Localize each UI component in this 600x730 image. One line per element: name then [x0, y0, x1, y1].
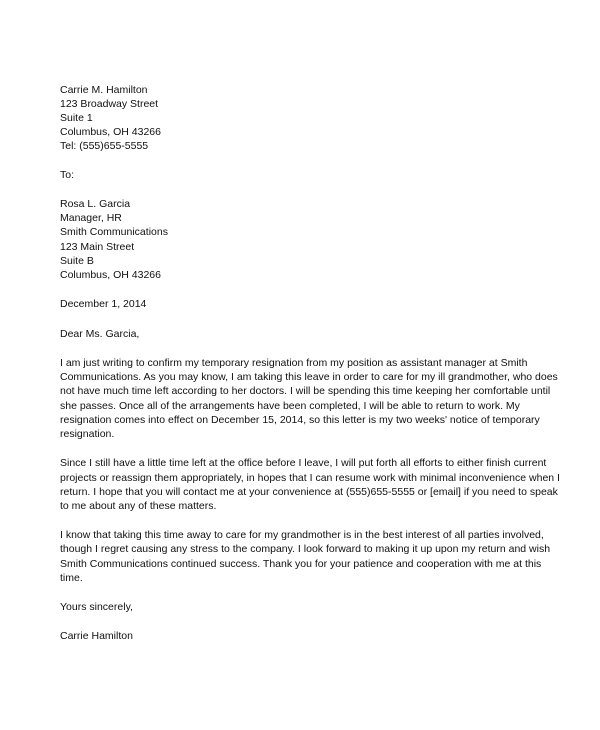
- sender-name: Carrie M. Hamilton: [60, 84, 148, 96]
- paragraph-line: though I regret causing any stress to the company. I look forward to making it up upon my return and wish: [60, 543, 551, 555]
- paragraph-line: she passes. Once all of the arrangements have been completed, I will be able to return to work. My: [60, 400, 520, 412]
- salutation: Dear Ms. Garcia,: [60, 328, 140, 340]
- paragraph-line: Since I still have a little time left at the office before I leave, I will put forth all efforts to either finish current: [60, 457, 547, 469]
- sender-street: 123 Broadway Street: [60, 98, 159, 110]
- signature-name: Carrie Hamilton: [60, 630, 133, 642]
- paragraph-line: projects or reassign them appropriately, in hopes that I can resume work with minimal inconvenience when I: [60, 472, 560, 484]
- recipient-company: Smith Communications: [60, 226, 168, 238]
- paragraph-line: not have much time left according to her doctors. I will be spending this time keeping her comfortable until: [60, 385, 551, 397]
- sender-phone: Tel: (555)655-5555: [60, 140, 149, 152]
- sender-city: Columbus, OH 43266: [60, 126, 161, 138]
- recipient-title: Manager, HR: [60, 212, 122, 224]
- closing: Yours sincerely,: [60, 601, 133, 613]
- recipient-city: Columbus, OH 43266: [60, 269, 161, 281]
- sender-suite: Suite 1: [60, 112, 93, 124]
- paragraph-line: Smith Communications continued success. Thank you for your patience and cooperation with me at this: [60, 558, 542, 570]
- paragraph-line: I am just writing to confirm my temporary resignation from my position as assistant manager at Smith: [60, 357, 528, 369]
- paragraph-line: resignation.: [60, 428, 115, 440]
- paragraph-line: resignation comes into effect on December 15, 2014, so this letter is my two weeks' notice of temporary: [60, 414, 540, 426]
- recipient-name: Rosa L. Garcia: [60, 198, 131, 210]
- recipient-suite: Suite B: [60, 255, 94, 267]
- recipient-street: 123 Main Street: [60, 241, 135, 253]
- paragraph-line: to me about any of these matters.: [60, 500, 217, 512]
- paragraph-line: return. I hope that you will contact me at your convenience at (555)655-5555 or [email] if you need to speak: [60, 486, 558, 498]
- paragraph-line: I know that taking this time away to care for my grandmother is in the best interest of all parties involved,: [60, 529, 544, 541]
- paragraph-line: Communications. As you may know, I am taking this leave in order to care for my ill grandmother, who does: [60, 371, 558, 383]
- to-label: To:: [60, 169, 75, 181]
- paragraph-line: time.: [60, 572, 83, 584]
- letter-date: December 1, 2014: [60, 298, 147, 310]
